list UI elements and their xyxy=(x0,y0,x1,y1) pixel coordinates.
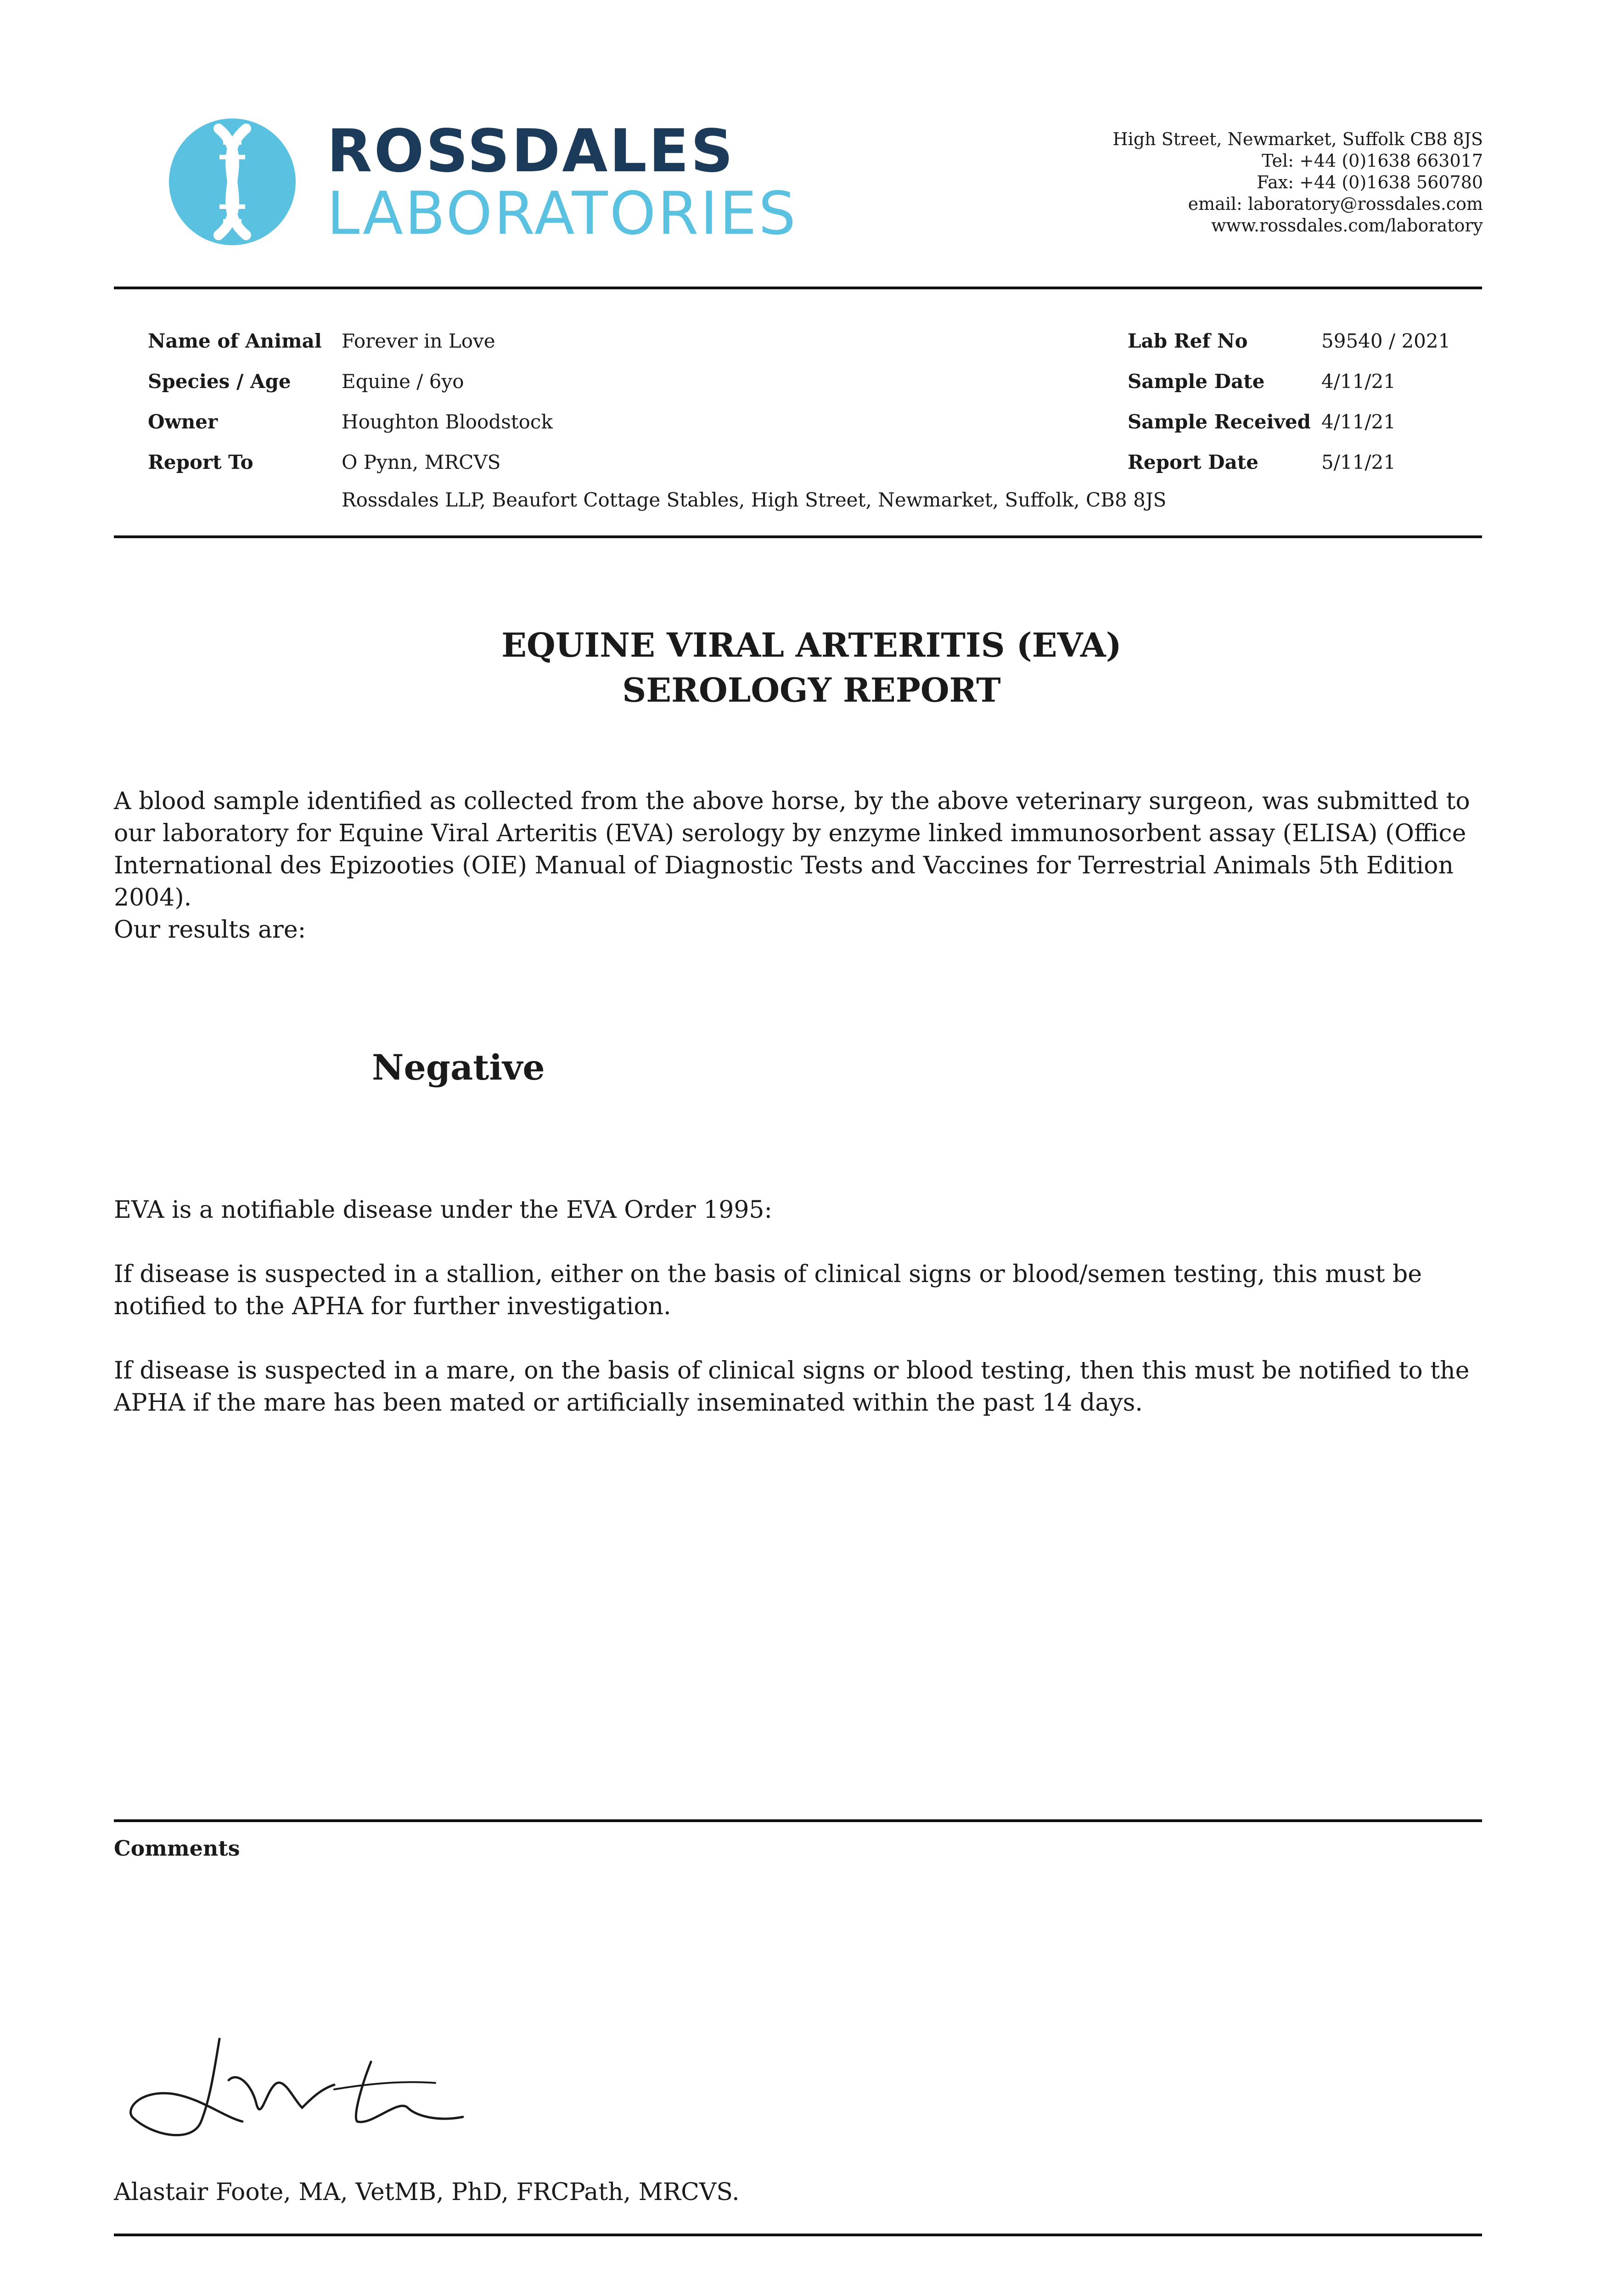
contact-tel: Tel: +44 (0)1638 663017 xyxy=(1262,151,1483,171)
species-age-value: Equine / 6yo xyxy=(342,370,464,393)
owner-value: Houghton Bloodstock xyxy=(342,411,553,433)
animal-name-label: Name of Animal xyxy=(148,330,322,352)
report-title xyxy=(0,623,1623,713)
contact-block xyxy=(1024,129,1483,236)
details-divider xyxy=(114,535,1482,538)
owner-label: Owner xyxy=(148,411,218,433)
brand-name: ROSSDALES xyxy=(327,117,735,186)
report-date-label: Report Date xyxy=(1128,451,1258,473)
report-title-line1: EQUINE VIRAL ARTERITIS (EVA) xyxy=(501,625,1122,664)
report-to-label: Report To xyxy=(148,451,253,473)
signatory-name: Alastair Foote, MA, VetMB, PhD, FRCPath, MRCVS. xyxy=(114,2178,740,2206)
sample-date-label: Sample Date xyxy=(1128,370,1265,393)
signature xyxy=(123,2030,472,2151)
mare-paragraph: If disease is suspected in a mare, on the basis of clinical signs or blood testing, then this must be notified to the APHA if the mare has been mated or artificially inseminated within the past 14 days. xyxy=(114,1357,1470,1417)
report-date-value: 5/11/21 xyxy=(1321,451,1396,473)
lab-ref-label: Lab Ref No xyxy=(1128,330,1248,352)
notifiable-notice: EVA is a notifiable disease under the EVA Order 1995: xyxy=(114,1196,773,1224)
lab-ref-value: 59540 / 2021 xyxy=(1321,330,1451,352)
comments-label: Comments xyxy=(114,1836,240,1861)
report-to-value: O Pynn, MRCVS xyxy=(342,451,501,473)
contact-email: email: laboratory@rossdales.com xyxy=(1188,194,1483,214)
footer-divider xyxy=(114,2234,1482,2236)
results-lead: Our results are: xyxy=(114,916,306,944)
comments-divider xyxy=(114,1819,1482,1822)
intro-paragraph: A blood sample identified as collected from the above horse, by the above veterinary surgeon, was submitted to our laboratory for Equine Viral Arteritis (EVA) serology by enzyme linked immunosorbent assay (ELISA) (Office International des Epizooties (OIE) Manual of Diagnostic Tests and Vaccines for Terrestrial Animals 5th Edition 2004). xyxy=(114,788,1470,912)
brand-subtitle: LABORATORIES xyxy=(327,180,798,248)
dna-helix-icon xyxy=(169,118,296,245)
species-age-label: Species / Age xyxy=(148,370,291,393)
sample-received-value: 4/11/21 xyxy=(1321,411,1396,433)
result-value: Negative xyxy=(372,1047,545,1088)
contact-fax: Fax: +44 (0)1638 560780 xyxy=(1257,172,1483,192)
sample-date-value: 4/11/21 xyxy=(1321,370,1396,393)
stallion-paragraph: If disease is suspected in a stallion, either on the basis of clinical signs or blood/semen testing, this must be notified to the APHA for further investigation. xyxy=(114,1261,1422,1320)
animal-name-value: Forever in Love xyxy=(342,330,495,352)
contact-address: High Street, Newmarket, Suffolk CB8 8JS xyxy=(1112,129,1483,149)
report-title-line2: SEROLOGY REPORT xyxy=(622,670,1001,709)
header-divider xyxy=(114,287,1482,289)
contact-web: www.rossdales.com/laboratory xyxy=(1211,215,1483,236)
sample-received-label: Sample Received xyxy=(1128,411,1311,433)
report-to-address: Rossdales LLP, Beaufort Cottage Stables, High Street, Newmarket, Suffolk, CB8 8JS xyxy=(342,489,1167,511)
